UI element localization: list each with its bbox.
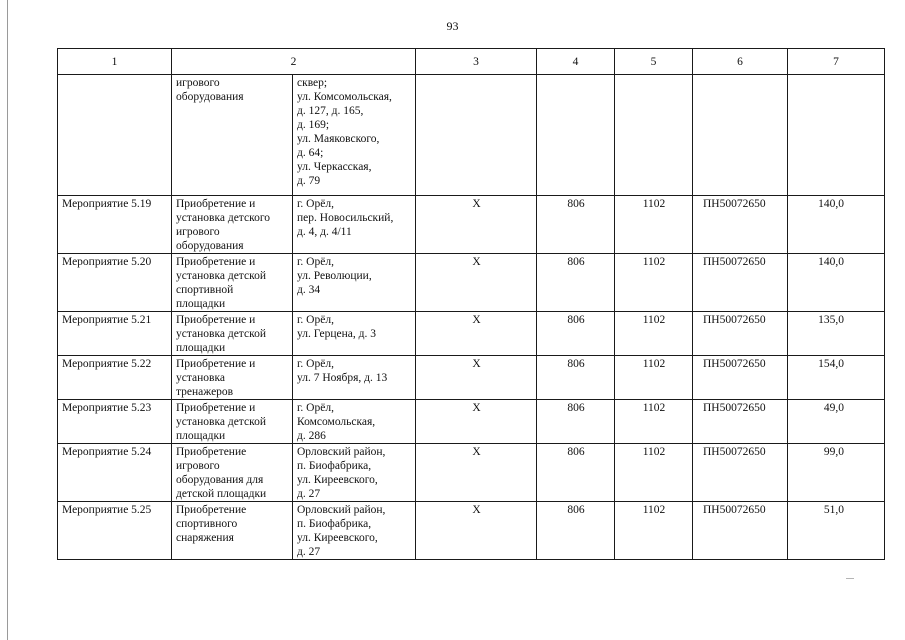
col3-cell: Х: [416, 356, 537, 400]
description-cell: Приобретение и установка детской площадки: [172, 400, 293, 444]
event-cell: Мероприятие 5.24: [58, 444, 172, 502]
table-row: [58, 356, 885, 400]
address-cell: Орловский район, п. Биофабрика, ул. Киреевского, д. 27: [293, 444, 416, 502]
header-cell-4: 4: [537, 49, 615, 75]
event-cell: Мероприятие 5.22: [58, 356, 172, 400]
col4-cell: [537, 75, 615, 196]
address-cell: г. Орёл, ул. 7 Ноября, д. 13: [293, 356, 416, 400]
table-row: [58, 502, 885, 560]
table-row: [58, 444, 885, 502]
header-cell-7: 7: [788, 49, 885, 75]
col6-cell: ПН50072650: [693, 356, 788, 400]
header-row: [58, 49, 885, 75]
col3-cell: Х: [416, 400, 537, 444]
col5-cell: 1102: [615, 356, 693, 400]
event-cell: Мероприятие 5.23: [58, 400, 172, 444]
address-cell: сквер; ул. Комсомольская, д. 127, д. 165, д. 169; ул. Маяковского, д. 64; ул. Черкасская, д. 79: [293, 75, 416, 196]
col6-cell: [693, 75, 788, 196]
description-cell: игрового оборудования: [172, 75, 293, 196]
description-cell: Приобретение и установка детской спортивной площадки: [172, 254, 293, 312]
col7-cell: 154,0: [788, 356, 885, 400]
col4-cell: 806: [537, 502, 615, 560]
event-cell: Мероприятие 5.25: [58, 502, 172, 560]
col6-cell: ПН50072650: [693, 312, 788, 356]
description-cell: Приобретение спортивного снаряжения: [172, 502, 293, 560]
col7-cell: 51,0: [788, 502, 885, 560]
col4-cell: 806: [537, 196, 615, 254]
col3-cell: Х: [416, 444, 537, 502]
scan-mark: [846, 578, 854, 579]
table-row: [58, 312, 885, 356]
col7-cell: [788, 75, 885, 196]
page-left-edge: [7, 0, 8, 640]
header-cell-6: 6: [693, 49, 788, 75]
col5-cell: 1102: [615, 400, 693, 444]
col5-cell: [615, 75, 693, 196]
col6-cell: ПН50072650: [693, 444, 788, 502]
continuation-row: [58, 75, 885, 196]
table-row: [58, 254, 885, 312]
col3-cell: [416, 75, 537, 196]
address-cell: г. Орёл, Комсомольская, д. 286: [293, 400, 416, 444]
col6-cell: ПН50072650: [693, 400, 788, 444]
event-cell: Мероприятие 5.19: [58, 196, 172, 254]
event-cell: [58, 75, 172, 196]
col3-cell: Х: [416, 196, 537, 254]
col4-cell: 806: [537, 312, 615, 356]
description-cell: Приобретение и установка тренажеров: [172, 356, 293, 400]
header-cell-5: 5: [615, 49, 693, 75]
col3-cell: Х: [416, 312, 537, 356]
address-cell: г. Орёл, ул. Герцена, д. 3: [293, 312, 416, 356]
col4-cell: 806: [537, 254, 615, 312]
col7-cell: 135,0: [788, 312, 885, 356]
header-cell-2: 2: [172, 49, 416, 75]
table-row: [58, 196, 885, 254]
col3-cell: Х: [416, 254, 537, 312]
table-row: [58, 400, 885, 444]
col5-cell: 1102: [615, 502, 693, 560]
col6-cell: ПН50072650: [693, 502, 788, 560]
col4-cell: 806: [537, 444, 615, 502]
header-cell-1: 1: [58, 49, 172, 75]
budget-table: [57, 48, 885, 560]
col4-cell: 806: [537, 400, 615, 444]
col7-cell: 140,0: [788, 254, 885, 312]
col3-cell: Х: [416, 502, 537, 560]
header-cell-3: 3: [416, 49, 537, 75]
col4-cell: 806: [537, 356, 615, 400]
event-cell: Мероприятие 5.21: [58, 312, 172, 356]
event-cell: Мероприятие 5.20: [58, 254, 172, 312]
col6-cell: ПН50072650: [693, 196, 788, 254]
col7-cell: 49,0: [788, 400, 885, 444]
col5-cell: 1102: [615, 254, 693, 312]
address-cell: г. Орёл, пер. Новосильский, д. 4, д. 4/11: [293, 196, 416, 254]
description-cell: Приобретение игрового оборудования для детской площадки: [172, 444, 293, 502]
address-cell: Орловский район, п. Биофабрика, ул. Киреевского, д. 27: [293, 502, 416, 560]
col5-cell: 1102: [615, 444, 693, 502]
col7-cell: 140,0: [788, 196, 885, 254]
col5-cell: 1102: [615, 312, 693, 356]
description-cell: Приобретение и установка детского игрового оборудования: [172, 196, 293, 254]
address-cell: г. Орёл, ул. Революции, д. 34: [293, 254, 416, 312]
col6-cell: ПН50072650: [693, 254, 788, 312]
col7-cell: 99,0: [788, 444, 885, 502]
col5-cell: 1102: [615, 196, 693, 254]
description-cell: Приобретение и установка детской площадки: [172, 312, 293, 356]
page-number: 93: [446, 19, 459, 33]
